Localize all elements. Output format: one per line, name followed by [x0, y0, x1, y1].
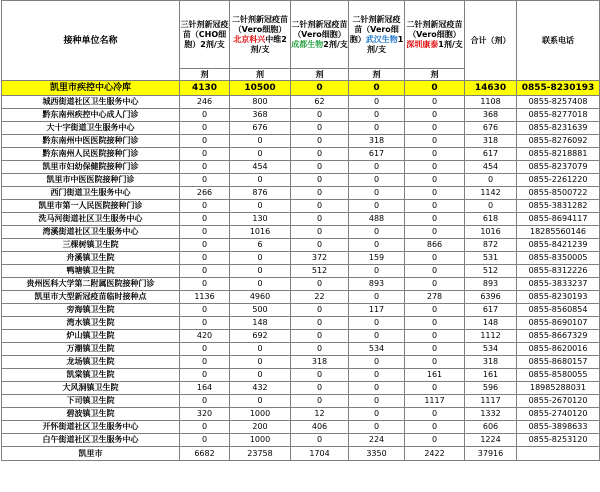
- cell-v4: 0: [349, 265, 405, 278]
- cell-v3: 0: [291, 382, 349, 395]
- table-row: [2, 226, 600, 239]
- cell-v1: 0: [180, 421, 230, 434]
- table-row: [2, 96, 600, 109]
- cell-v3: 12: [291, 408, 349, 421]
- brand-kangtai: 深圳康泰: [406, 39, 439, 49]
- cell-v1: 0: [180, 265, 230, 278]
- cell-v4: 0: [349, 187, 405, 200]
- table-row: [2, 343, 600, 356]
- cell-total: 318: [465, 356, 517, 369]
- cell-v4: 3350: [349, 447, 405, 461]
- header-unit-name: 接种单位名称: [2, 1, 180, 81]
- unit-name: 舟溪镇卫生院: [2, 252, 180, 265]
- cell-v4: 159: [349, 252, 405, 265]
- table-row: [2, 174, 600, 187]
- cell-v4: 0: [349, 161, 405, 174]
- unit-name: 炉山镇卫生院: [2, 330, 180, 343]
- cell-v5: 0: [405, 81, 465, 96]
- unit-name: 黔东南州疾控中心成人门诊: [2, 109, 180, 122]
- cell-v1: 0: [180, 135, 230, 148]
- unit-name: 白午街道社区卫生服务中心: [2, 434, 180, 447]
- cell-total: 318: [465, 135, 517, 148]
- cell-total: 6396: [465, 291, 517, 304]
- cell-v2: 676: [230, 122, 291, 135]
- table-row: [2, 408, 600, 421]
- cell-v5: 278: [405, 291, 465, 304]
- cell-total: 1224: [465, 434, 517, 447]
- cell-v2: 0: [230, 369, 291, 382]
- cell-total: 617: [465, 304, 517, 317]
- cell-v1: 0: [180, 161, 230, 174]
- cell-v1: 0: [180, 356, 230, 369]
- cell-phone: 0855-8231639: [517, 122, 600, 135]
- unit-name: 贵州医科大学第二附属医院接种门诊: [2, 278, 180, 291]
- cell-phone: 0855-8500722: [517, 187, 600, 200]
- cell-total: 148: [465, 317, 517, 330]
- cell-v4: 488: [349, 213, 405, 226]
- cell-phone: [517, 447, 600, 461]
- unit-name: 凯里市中医医院接种门诊: [2, 174, 180, 187]
- cell-v2: 454: [230, 161, 291, 174]
- table-row: [2, 135, 600, 148]
- header-row: [2, 1, 600, 69]
- cell-v5: 0: [405, 278, 465, 291]
- unit-name: 旁海镇卫生院: [2, 304, 180, 317]
- cell-v1: 0: [180, 239, 230, 252]
- cell-total: 676: [465, 122, 517, 135]
- cell-v5: 0: [405, 304, 465, 317]
- unit-name: 凯里市妇幼保健院接种门诊: [2, 161, 180, 174]
- cell-total: 1332: [465, 408, 517, 421]
- table-row: [2, 200, 600, 213]
- table-row: [2, 122, 600, 135]
- cell-v4: 224: [349, 434, 405, 447]
- cell-phone: 0855-8690107: [517, 317, 600, 330]
- cell-v5: 1117: [405, 395, 465, 408]
- unit-name: 湾溪街道社区卫生服务中心: [2, 226, 180, 239]
- cell-total: 0: [465, 174, 517, 187]
- unit-name: 龙场镇卫生院: [2, 356, 180, 369]
- cell-phone: 0855-8277018: [517, 109, 600, 122]
- cell-v3: 0: [291, 330, 349, 343]
- table-row: [2, 421, 600, 434]
- cell-v4: 0: [349, 356, 405, 369]
- cell-total: 454: [465, 161, 517, 174]
- cell-v1: 1136: [180, 291, 230, 304]
- cell-v2: 148: [230, 317, 291, 330]
- cell-v4: 0: [349, 174, 405, 187]
- cell-v1: 0: [180, 317, 230, 330]
- cell-phone: 0855-8237079: [517, 161, 600, 174]
- cell-phone: 0855-8620016: [517, 343, 600, 356]
- cell-v4: 0: [349, 122, 405, 135]
- table-row: [2, 239, 600, 252]
- cell-v1: 0: [180, 343, 230, 356]
- cell-phone: 18985288031: [517, 382, 600, 395]
- cell-v2: 0: [230, 135, 291, 148]
- cell-phone: 0855-8667329: [517, 330, 600, 343]
- cell-v1: 0: [180, 369, 230, 382]
- cell-v5: 0: [405, 265, 465, 278]
- cell-v5: 2422: [405, 447, 465, 461]
- cell-v5: 0: [405, 408, 465, 421]
- header-vaccine-chengdu: 二针剂新冠疫苗（Vero细胞）成都生物2剂/支: [291, 1, 349, 69]
- cell-v3: 0: [291, 278, 349, 291]
- cell-v1: 0: [180, 304, 230, 317]
- cell-v4: 0: [349, 291, 405, 304]
- cell-total: 1016: [465, 226, 517, 239]
- cell-total: 872: [465, 239, 517, 252]
- cell-phone: 0855-8560854: [517, 304, 600, 317]
- cell-total: 618: [465, 213, 517, 226]
- cell-v1: 0: [180, 213, 230, 226]
- cell-v4: 0: [349, 96, 405, 109]
- header-phone: 联系电话: [517, 1, 600, 81]
- cell-v2: 368: [230, 109, 291, 122]
- cell-v5: 866: [405, 239, 465, 252]
- header-vaccine-wuhan: 二针剂新冠疫苗（Vero细胞）武汉生物1剂/支: [349, 1, 405, 69]
- cell-v4: 0: [349, 330, 405, 343]
- cell-total: 596: [465, 382, 517, 395]
- cell-v1: 0: [180, 252, 230, 265]
- highlight-row: [2, 81, 600, 96]
- cell-v5: 0: [405, 96, 465, 109]
- cell-v3: 0: [291, 369, 349, 382]
- cell-v3: 318: [291, 356, 349, 369]
- unit-name: 碧波镇卫生院: [2, 408, 180, 421]
- table-row: [2, 434, 600, 447]
- cell-v1: 164: [180, 382, 230, 395]
- cell-v5: 0: [405, 330, 465, 343]
- cell-v3: 0: [291, 317, 349, 330]
- cell-v3: 0: [291, 200, 349, 213]
- cell-total: 893: [465, 278, 517, 291]
- table-row: [2, 278, 600, 291]
- cell-v2: 0: [230, 356, 291, 369]
- cell-v4: 617: [349, 148, 405, 161]
- cell-total: 37916: [465, 447, 517, 461]
- cell-v1: 0: [180, 226, 230, 239]
- cell-v2: 876: [230, 187, 291, 200]
- cell-v2: 1016: [230, 226, 291, 239]
- unit-name: 西门街道卫生服务中心: [2, 187, 180, 200]
- cell-v4: 0: [349, 421, 405, 434]
- unit-name: 万潮镇卫生院: [2, 343, 180, 356]
- brand-chengdu: 成都生物: [291, 39, 324, 49]
- cell-v1: 6682: [180, 447, 230, 461]
- cell-v2: 0: [230, 252, 291, 265]
- cell-v3: 0: [291, 174, 349, 187]
- table-row: [2, 148, 600, 161]
- table-row: [2, 161, 600, 174]
- cell-phone: 0855-8680157: [517, 356, 600, 369]
- cell-v5: 0: [405, 317, 465, 330]
- cell-v2: 10500: [230, 81, 291, 96]
- unit-name: 凯里市疾控中心冷库: [2, 81, 180, 96]
- cell-v3: 406: [291, 421, 349, 434]
- cell-v2: 0: [230, 395, 291, 408]
- cell-v1: 0: [180, 200, 230, 213]
- cell-total: 512: [465, 265, 517, 278]
- table-row: [2, 369, 600, 382]
- header-vaccine-kangtai: 二针剂新冠疫苗（Vero细胞）深圳康泰1剂/支: [405, 1, 465, 69]
- cell-v4: 0: [349, 395, 405, 408]
- cell-v2: 23758: [230, 447, 291, 461]
- cell-total: 368: [465, 109, 517, 122]
- cell-v4: 534: [349, 343, 405, 356]
- cell-v5: 0: [405, 226, 465, 239]
- table-row: [2, 109, 600, 122]
- cell-phone: 18285560146: [517, 226, 600, 239]
- cell-v2: 1000: [230, 434, 291, 447]
- table-row: [2, 304, 600, 317]
- cell-v1: 4130: [180, 81, 230, 96]
- cell-v3: 0: [291, 213, 349, 226]
- cell-v3: 0: [291, 109, 349, 122]
- cell-total: 531: [465, 252, 517, 265]
- cell-v3: 0: [291, 122, 349, 135]
- cell-v2: 200: [230, 421, 291, 434]
- cell-v1: 0: [180, 122, 230, 135]
- cell-total: 161: [465, 369, 517, 382]
- cell-v1: 0: [180, 174, 230, 187]
- vaccine-stock-table: [1, 0, 600, 461]
- cell-v3: 0: [291, 395, 349, 408]
- cell-v4: 0: [349, 382, 405, 395]
- unit-name: 鸭塘镇卫生院: [2, 265, 180, 278]
- cell-v1: 266: [180, 187, 230, 200]
- cell-phone: 0855-2261220: [517, 174, 600, 187]
- unit-name: 大风洞镇卫生院: [2, 382, 180, 395]
- header-vaccine-cho: 三针剂新冠疫苗（CHO细胞）2剂/支: [180, 1, 230, 69]
- unit-name: 凯里市大型新冠疫苗临时接种点: [2, 291, 180, 304]
- unit-name: 下司镇卫生院: [2, 395, 180, 408]
- cell-v3: 372: [291, 252, 349, 265]
- cell-v3: 0: [291, 239, 349, 252]
- cell-v4: 0: [349, 200, 405, 213]
- cell-v3: 0: [291, 187, 349, 200]
- cell-phone: 0855-8257408: [517, 96, 600, 109]
- unit-name: 三棵树镇卫生院: [2, 239, 180, 252]
- table-row: [2, 213, 600, 226]
- cell-phone: 0855-8253120: [517, 434, 600, 447]
- cell-v2: 500: [230, 304, 291, 317]
- cell-v2: 432: [230, 382, 291, 395]
- cell-phone: 0855-2740120: [517, 408, 600, 421]
- cell-v1: 420: [180, 330, 230, 343]
- cell-v4: 0: [349, 317, 405, 330]
- unit-name: 开怀街道社区卫生服务中心: [2, 421, 180, 434]
- cell-v1: 0: [180, 434, 230, 447]
- cell-v1: 0: [180, 148, 230, 161]
- cell-v2: 0: [230, 343, 291, 356]
- cell-v4: 0: [349, 226, 405, 239]
- cell-v5: 0: [405, 135, 465, 148]
- cell-v3: 62: [291, 96, 349, 109]
- cell-v3: 0: [291, 343, 349, 356]
- unit-name: 大十字街道卫生服务中心: [2, 122, 180, 135]
- cell-phone: 0855-8312226: [517, 265, 600, 278]
- cell-v3: 512: [291, 265, 349, 278]
- cell-v2: 0: [230, 148, 291, 161]
- table-row: [2, 330, 600, 343]
- cell-total: 1108: [465, 96, 517, 109]
- table-row: [2, 356, 600, 369]
- cell-v5: 0: [405, 174, 465, 187]
- cell-v5: 0: [405, 109, 465, 122]
- brand-kexing: 北京科兴: [233, 34, 266, 44]
- unit-cell: 剂: [180, 69, 230, 81]
- cell-v2: 692: [230, 330, 291, 343]
- cell-phone: 0855-8230193: [517, 291, 600, 304]
- cell-v1: 0: [180, 395, 230, 408]
- cell-v2: 4960: [230, 291, 291, 304]
- table-row: [2, 252, 600, 265]
- unit-cell: 剂: [349, 69, 405, 81]
- cell-v5: 0: [405, 213, 465, 226]
- table-row: [2, 317, 600, 330]
- cell-v4: 0: [349, 81, 405, 96]
- cell-v5: 0: [405, 148, 465, 161]
- unit-name: 洗马河街道社区卫生服务中心: [2, 213, 180, 226]
- cell-v5: 0: [405, 187, 465, 200]
- cell-v4: 0: [349, 109, 405, 122]
- cell-v2: 1000: [230, 408, 291, 421]
- cell-v5: 0: [405, 161, 465, 174]
- unit-name: 凯棠镇卫生院: [2, 369, 180, 382]
- table-row: [2, 265, 600, 278]
- cell-v1: 320: [180, 408, 230, 421]
- cell-total: 1112: [465, 330, 517, 343]
- cell-v2: 130: [230, 213, 291, 226]
- cell-v2: 0: [230, 265, 291, 278]
- cell-v5: 0: [405, 200, 465, 213]
- unit-name: 城西街道社区卫生服务中心: [2, 96, 180, 109]
- cell-total: 606: [465, 421, 517, 434]
- unit-name: 黔东南州人民医院接种门诊: [2, 148, 180, 161]
- cell-v5: 0: [405, 122, 465, 135]
- cell-phone: 0855-3833237: [517, 278, 600, 291]
- cell-v4: 0: [349, 239, 405, 252]
- cell-v2: 0: [230, 278, 291, 291]
- cell-phone: 0855-8230193: [517, 81, 600, 96]
- unit-name: 凯里市: [2, 447, 180, 461]
- table-row: [2, 395, 600, 408]
- cell-v5: 0: [405, 382, 465, 395]
- cell-v3: 0: [291, 135, 349, 148]
- cell-v2: 6: [230, 239, 291, 252]
- cell-v4: 0: [349, 408, 405, 421]
- cell-total: 1117: [465, 395, 517, 408]
- cell-v2: 0: [230, 200, 291, 213]
- unit-name: 凯里市第一人民医院接种门诊: [2, 200, 180, 213]
- unit-name: 湾水镇卫生院: [2, 317, 180, 330]
- table-row: [2, 187, 600, 200]
- cell-v5: 0: [405, 421, 465, 434]
- cell-total: 14630: [465, 81, 517, 96]
- table-row: [2, 382, 600, 395]
- cell-phone: 0855-8421239: [517, 239, 600, 252]
- cell-v3: 1704: [291, 447, 349, 461]
- cell-phone: 0855-8218881: [517, 148, 600, 161]
- cell-v2: 0: [230, 174, 291, 187]
- cell-phone: 0855-2670120: [517, 395, 600, 408]
- cell-v5: 161: [405, 369, 465, 382]
- cell-phone: 0855-8276092: [517, 135, 600, 148]
- cell-v5: 0: [405, 252, 465, 265]
- cell-v5: 0: [405, 434, 465, 447]
- cell-total: 1142: [465, 187, 517, 200]
- cell-v5: 0: [405, 343, 465, 356]
- cell-phone: 0855-8580055: [517, 369, 600, 382]
- brand-wuhan: 武汉生物: [365, 34, 398, 44]
- cell-v3: 22: [291, 291, 349, 304]
- unit-cell: 剂: [405, 69, 465, 81]
- cell-v2: 800: [230, 96, 291, 109]
- cell-total: 0: [465, 200, 517, 213]
- cell-total: 617: [465, 148, 517, 161]
- cell-v4: 893: [349, 278, 405, 291]
- cell-v4: 0: [349, 369, 405, 382]
- unit-cell: 剂: [230, 69, 291, 81]
- cell-phone: 0855-3898633: [517, 421, 600, 434]
- cell-v1: 0: [180, 278, 230, 291]
- cell-v3: 0: [291, 434, 349, 447]
- cell-v4: 117: [349, 304, 405, 317]
- cell-phone: 0855-8694117: [517, 213, 600, 226]
- cell-v1: 246: [180, 96, 230, 109]
- cell-v1: 0: [180, 109, 230, 122]
- unit-cell: 剂: [291, 69, 349, 81]
- cell-v3: 0: [291, 81, 349, 96]
- cell-total: 534: [465, 343, 517, 356]
- cell-phone: 0855-3831282: [517, 200, 600, 213]
- table-row: [2, 291, 600, 304]
- cell-v3: 0: [291, 226, 349, 239]
- cell-v3: 0: [291, 148, 349, 161]
- header-vaccine-kexing: 二针剂新冠疫苗（Vero细胞）北京科兴中维2剂/支: [230, 1, 291, 69]
- cell-v4: 318: [349, 135, 405, 148]
- cell-phone: 0855-8350005: [517, 252, 600, 265]
- cell-v5: 0: [405, 356, 465, 369]
- unit-name: 黔东南州中医医院接种门诊: [2, 135, 180, 148]
- cell-v3: 0: [291, 161, 349, 174]
- total-row: [2, 447, 600, 461]
- header-total: 合计（剂）: [465, 1, 517, 81]
- cell-v3: 0: [291, 304, 349, 317]
